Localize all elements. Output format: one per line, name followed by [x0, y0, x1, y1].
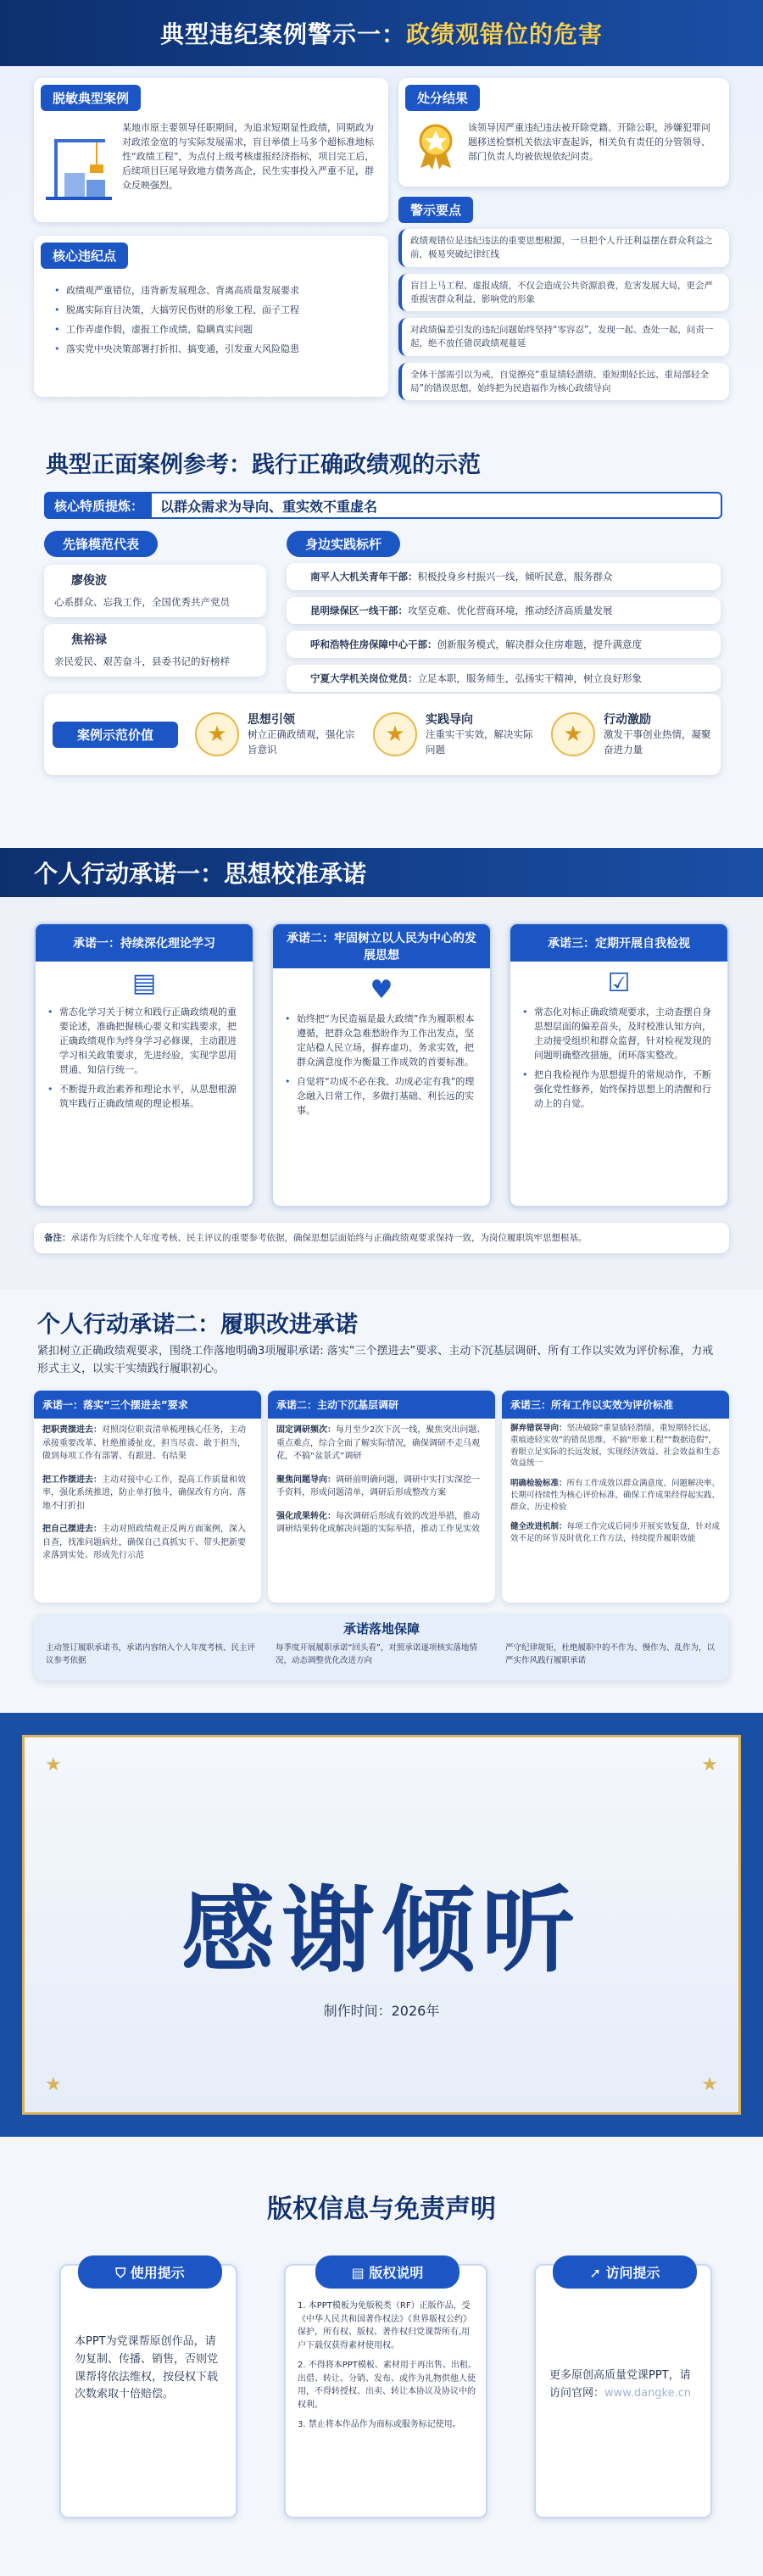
- guarantee-box: [34, 1614, 729, 1681]
- list-item: • 始终把“为民造福是最大政绩”作为履职根本遵循，把群众急难愁盼作为工作出发点，坚定站稳人民立场，摒弃虚功、务求实效，把群众满意度作为衡量工作成效的首要标准。: [283, 1012, 480, 1069]
- section-title: 版权信息与免责声明: [267, 2194, 496, 2224]
- thanks-frame: [22, 1735, 741, 2115]
- item-heading: 明确检验标准：: [510, 1479, 567, 1489]
- list-item: [287, 563, 721, 590]
- list-item: • 政绩观严重错位，违背新发展理念、背离高质量发展要求: [53, 283, 375, 298]
- local-panel: [287, 531, 721, 682]
- list-item: [502, 1517, 729, 1549]
- section-header: [0, 0, 763, 66]
- item-text: 每项工作完成后同步开展实效复盘，针对成效不足的环节及时优化工作方法，持续提升履职效能: [510, 1522, 721, 1544]
- handshake-icon: ♥: [370, 975, 393, 1005]
- section-title: 个人行动承诺二：履职改进承诺: [37, 1312, 358, 1338]
- license-list: [298, 2300, 477, 2432]
- commit-column-title: 承诺二：主动下沉基层调研: [268, 1391, 495, 1419]
- pioneer-desc: 心系群众、忘我工作，全国优秀共产党员: [54, 596, 230, 608]
- star-icon: ★: [701, 2074, 718, 2095]
- value-item: [551, 711, 721, 758]
- commit-card: [271, 923, 492, 1207]
- commit-column-title: 承诺三：所有工作以实效为评价标准: [502, 1391, 729, 1419]
- section-banner: 个人行动承诺一：思想校准承诺: [0, 848, 763, 897]
- list-item: • 自觉将“功成不必在我、功成必定有我”的理念融入日常工作，多做打基础、利长远的实事。: [283, 1074, 480, 1118]
- list-item: [287, 631, 721, 658]
- warn-list: [398, 229, 729, 400]
- guarantee-item: 严守纪律规矩，杜绝履职中的不作为、慢作为、乱作为，以严实作风践行履职承诺: [505, 1643, 716, 1665]
- commit-column: [502, 1391, 729, 1603]
- item-heading: 摒弃错误导向：: [510, 1424, 567, 1433]
- case-text: 某地市原主要领导任职期间，为追求短期显性政绩，同期政为对政浓金宽的与实际发展需求，盲目举债上马多个超标准地标性“政绩工程”，为点付上级考核虚报经济指标，项目完工后，后续项目巨尾导致地方债务高企，民生实事投入严重不足，群众反映强烈。: [122, 122, 375, 192]
- item-text: 主动对照政绩观正反两方面案例，深入自查，找准问题病灶，确保自己真抓实干、带头把新要求落到实处、形成先行示范: [42, 1525, 246, 1560]
- list-item: • 落实党中央决策部署打折扣、搞变通，引发重大风险隐患: [53, 342, 375, 356]
- list-item: 1. 本PPT模板为免版税类（RF）正版作品，受《中华人民共和国著作权法》《世界版权公约》保护，所有权、版权、著作权归党课帮所有,用户下载仅获得素材使用权。: [298, 2301, 471, 2350]
- checklist-icon: ☑: [607, 968, 631, 998]
- thanks-title: 感谢倾听: [181, 1876, 582, 1985]
- usage-card-title: [78, 2255, 222, 2289]
- copyright-cards: [59, 2264, 712, 2518]
- result-text: 该领导因严重违纪违法被开除党籍、开除公职，涉嫌犯罪问题移送检察机关依法审查起诉，相关负有责任的分管领导、部门负责人均被依规依纪问责。: [468, 122, 710, 163]
- pioneer-tag: 先锋模范代表: [44, 531, 158, 557]
- local-org: 宁夏大学机关岗位党员：: [310, 672, 418, 684]
- commit-card-title: 承诺一：持续深化理论学习: [36, 924, 253, 962]
- section-copyright: [0, 2137, 763, 2576]
- license-card-title: [315, 2255, 459, 2289]
- local-org: 昆明绿保区一线干部：: [310, 605, 408, 616]
- list-item: • 把自我检视作为思想提升的常规动作，不断强化党性修养，始终保持思想上的清醒和行动上的自觉。: [521, 1068, 717, 1111]
- pioneer-desc: 亲民爱民、艰苦奋斗，县委书记的好榜样: [54, 655, 230, 667]
- star-icon: ★: [195, 712, 239, 756]
- section-thanks: [0, 1713, 763, 2137]
- value-item: [373, 711, 543, 758]
- title-part-b: 政绩观错位的危害: [406, 20, 604, 48]
- feature-bar: [44, 492, 722, 519]
- value-desc: 注重实干实效，解决实际问题: [426, 728, 533, 756]
- value-title: 实践导向: [426, 713, 473, 728]
- commit-column-title: 承诺一：落实“三个摆进去”要求: [34, 1391, 261, 1419]
- list-item: [34, 1419, 261, 1469]
- visit-card-title: [553, 2255, 697, 2289]
- visit-text: [549, 2367, 700, 2403]
- local-tag: 身边实践标杆: [287, 531, 400, 557]
- item-heading: 强化成果转化：: [276, 1511, 336, 1521]
- commit-list: [36, 1005, 253, 1111]
- warning-box: [398, 197, 729, 400]
- section-commit-one: [0, 848, 763, 1289]
- pioneer-card: [44, 565, 266, 617]
- local-desc: 攻坚克难、优化营商环境，推动经济高质量发展: [408, 605, 613, 616]
- list-item: • 不断提升政治素养和理论水平，从思想根源筑牢践行正确政绩观的理论根基。: [46, 1082, 242, 1111]
- star-icon: ★: [373, 712, 417, 756]
- result-tag: 处分结果: [405, 85, 480, 111]
- guarantee-item: 每季度开展履职承诺“回头看”，对照承诺逐项核实落地情况，动态调整优化改进方向: [276, 1643, 477, 1665]
- item-text: 主动对接中心工作，提高工作质量和效率，强化系统推进，防止单打独斗，确保改有方向、落地不打折扣: [42, 1475, 246, 1511]
- core-points-list: [53, 283, 375, 361]
- page-title: [160, 16, 603, 50]
- local-desc: 积极投身乡村振兴一线，倾听民意，服务群众: [417, 571, 613, 583]
- pioneer-name: 廖俊波: [71, 574, 107, 588]
- star-icon: ★: [45, 1754, 62, 1776]
- guarantee-title: 承诺落地保障: [343, 1621, 420, 1636]
- item-heading: 把职责摆进去：: [42, 1425, 102, 1435]
- star-icon: ★: [45, 2074, 62, 2095]
- list-item: 全体干部需引以为戒，自觉擦亮“重显绩轻潜绩、重短期轻长远、重局部轻全局”的错误思想，始终把为民造福作为核心政绩导向: [398, 363, 729, 401]
- commit-list: [510, 1005, 727, 1111]
- list-item: 盲目上马工程、虚报成绩，不仅会造成公共资源浪费，危害发展大局，更会严重损害群众利益，影响党的形象: [398, 274, 729, 312]
- value-title: 行动激励: [604, 713, 651, 728]
- value-desc: 激发干事创业热情，凝聚奋进力量: [604, 728, 711, 756]
- feature-text: 以群众需求为导向、重实效不重虚名: [160, 498, 378, 515]
- item-text: 每次调研后形成有效的改进举措，推动调研结果转化成解决问题的实际举措，推动工作见实效: [276, 1511, 480, 1534]
- commit-card: [34, 923, 254, 1207]
- value-tag: 案例示范价值: [53, 722, 178, 748]
- pointer-icon: ➚: [589, 2265, 606, 2281]
- list-item: • 常态化学习关于树立和践行正确政绩观的重要论述，准确把握核心要义和实践要求，把正确政绩观作为终身学习必修课，主动跟进学习相关政策要求，先进经验，实现学思用贯通、知信行统一。: [46, 1005, 242, 1077]
- local-list: [287, 563, 721, 692]
- core-points-box: [34, 236, 388, 397]
- commit-column: [268, 1391, 495, 1603]
- website-link[interactable]: www.dangke.cn: [604, 2386, 692, 2400]
- date-text: 制作时间：2026年: [323, 2003, 440, 2019]
- item-heading: 把自己摆进去：: [42, 1525, 102, 1534]
- book-icon: ▤: [351, 2265, 370, 2281]
- intro-text: 紧扣树立正确政绩观要求，围绕工作落地明确3项履职承诺: 落实“三个摆进去”要求、主动下沉基层调研、所有工作以实效为评价标准，力戒形式主义，以实干实绩践行履职初心。: [37, 1345, 714, 1375]
- commit-cards: [34, 923, 729, 1211]
- list-item: • 脱离实际盲目决策，大搞劳民伤财的形象工程、面子工程: [53, 303, 375, 317]
- section-negative-case: [0, 0, 763, 414]
- section-positive-case: [0, 414, 763, 848]
- value-item: [195, 711, 365, 758]
- local-desc: 创新服务模式，解决群众住房难题，提升满意度: [437, 638, 642, 650]
- list-item: [502, 1419, 729, 1474]
- commit-list: [273, 1012, 490, 1118]
- card-title-text: 访问提示: [605, 2265, 660, 2281]
- list-item: [268, 1469, 495, 1505]
- list-item: [287, 665, 721, 692]
- guarantee-item: 主动签订履职承诺书，承诺内容纳入个人年度考核、民主评议参考依据: [46, 1643, 256, 1665]
- pioneer-panel: [44, 531, 275, 682]
- note-label: 备注：: [44, 1233, 71, 1243]
- list-item: 政绩观错位是违纪违法的重要思想根源，一旦把个人升迁利益摆在群众利益之前，极易突破纪律红线: [398, 229, 729, 267]
- section-title: 典型正面案例参考：践行正确政绩观的示范: [46, 452, 481, 478]
- note-bar: [34, 1223, 729, 1253]
- medal-icon: [414, 122, 458, 173]
- commit-column: [34, 1391, 261, 1603]
- title-part-a: 典型违纪案例警示一：: [159, 20, 406, 48]
- license-card: [284, 2264, 487, 2518]
- list-item: [502, 1474, 729, 1517]
- value-desc: 树立正确政绩观，强化宗旨意识: [248, 728, 355, 756]
- item-text: 对照岗位职责清单梳理核心任务，主动承接重要改革、杜绝推诿扯皮，担当尽责、敢于担当，做到每项工作有部署、有跟进、有结果: [42, 1425, 246, 1461]
- item-heading: 健全改进机制：: [510, 1522, 567, 1532]
- pioneer-card: [44, 624, 266, 677]
- list-item: 2. 不得将本PPT模板、素材用于再出售、出租、出借、转让、分销、发布、或作为礼物供他人使用，不得转授权、出卖、转让本协议及协议中的权利。: [298, 2361, 476, 2410]
- list-item: [287, 597, 721, 624]
- pioneer-name: 焦裕禄: [71, 633, 107, 647]
- commit-card-title: 承诺二：牢固树立以人民为中心的发展思想: [273, 924, 490, 968]
- visit-body: 更多原创高质量党课PPT，请访问官网：: [549, 2369, 691, 2400]
- core-tag: 核心违纪点: [41, 243, 128, 269]
- construction-icon: [46, 122, 112, 207]
- commit-card: [509, 923, 729, 1207]
- list-item: • 常态化对标正确政绩观要求，主动查摆自身思想层面的偏差苗头，及时校准认知方向，主动接受组织和群众监督，针对检视发现的问题明确整改措施，闭环落实整改。: [521, 1005, 717, 1062]
- local-org: 南平人大机关青年干部：: [310, 571, 418, 583]
- book-icon: ▤: [131, 968, 157, 998]
- value-box: [44, 694, 721, 775]
- card-title-text: 使用提示: [130, 2265, 185, 2281]
- local-org: 呼和浩特住房保障中心干部：: [310, 638, 437, 650]
- list-item: • 工作弄虚作假，虚报工作成绩、隐瞒真实问题: [53, 322, 375, 337]
- local-desc: 立足本职，服务师生，弘扬实干精神，树立良好形象: [417, 672, 642, 684]
- warn-tag: 警示要点: [398, 197, 473, 223]
- list-item: [34, 1518, 261, 1568]
- case-tag: 脱敏典型案例: [41, 85, 141, 111]
- item-heading: 把工作摆进去：: [42, 1475, 102, 1485]
- result-box: [398, 78, 729, 187]
- item-text: 所有工作成效以群众满意度、问题解决率、长期可持续性为核心评价标准，确保工作成果经得起实践、群众、历史检验: [510, 1479, 721, 1512]
- shield-icon: ⛉: [115, 2265, 131, 2281]
- note-text: 承诺作为后续个人年度考核、民主评议的重要参考依据，确保思想层面始终与正确政绩观要求保持一致，为岗位履职筑牢思想根基。: [70, 1233, 588, 1243]
- feature-tag: 核心特质提炼：: [46, 493, 152, 517]
- commit-card-title: 承诺三：定期开展自我检视: [510, 924, 727, 962]
- item-heading: 聚焦问题导向：: [276, 1475, 336, 1485]
- usage-card: [59, 2264, 237, 2518]
- usage-text: 本PPT为党课帮原创作品，请勿复制、传播、销售，否则党课帮将依法维权，按侵权下载次数索取十倍赔偿。: [75, 2335, 219, 2401]
- value-title: 思想引领: [248, 713, 295, 728]
- item-text: 每月至少2次下沉一线，聚焦突出问题、重点难点，综合全面了解实际情况，确保调研不走马观花，不搞“盆景式”调研: [276, 1425, 486, 1461]
- card-title-text: 版权说明: [369, 2265, 424, 2281]
- list-item: [268, 1505, 495, 1542]
- list-item: 3. 禁止将本作品作为商标或服务标记使用。: [298, 2420, 461, 2429]
- commit-columns: [34, 1391, 729, 1603]
- list-item: [268, 1419, 495, 1469]
- item-text: 调研前明确问题，调研中实打实深挖一手资料，形成问题清单，调研后形成整改方案: [276, 1475, 480, 1497]
- list-item: 对政绩偏差引发的违纪问题始终坚持“零容忍”，发现一起、查处一起，问责一起，绝不放任错误政绩观蔓延: [398, 318, 729, 356]
- section-commit-two: [0, 1289, 763, 1713]
- star-icon: ★: [551, 712, 595, 756]
- case-box: [34, 78, 388, 222]
- item-heading: 固定调研频次：: [276, 1425, 336, 1435]
- star-icon: ★: [701, 1754, 718, 1776]
- visit-card: [534, 2264, 712, 2518]
- item-text: 坚决破除“重显绩轻潜绩，重短期轻长远，重痕迹轻实效”的错误思维，不搞“形象工程”“数据造假”，着眼立足实际的长远发展，实现经济效益、社会效益和生态效益统一: [510, 1424, 721, 1469]
- list-item: [34, 1469, 261, 1519]
